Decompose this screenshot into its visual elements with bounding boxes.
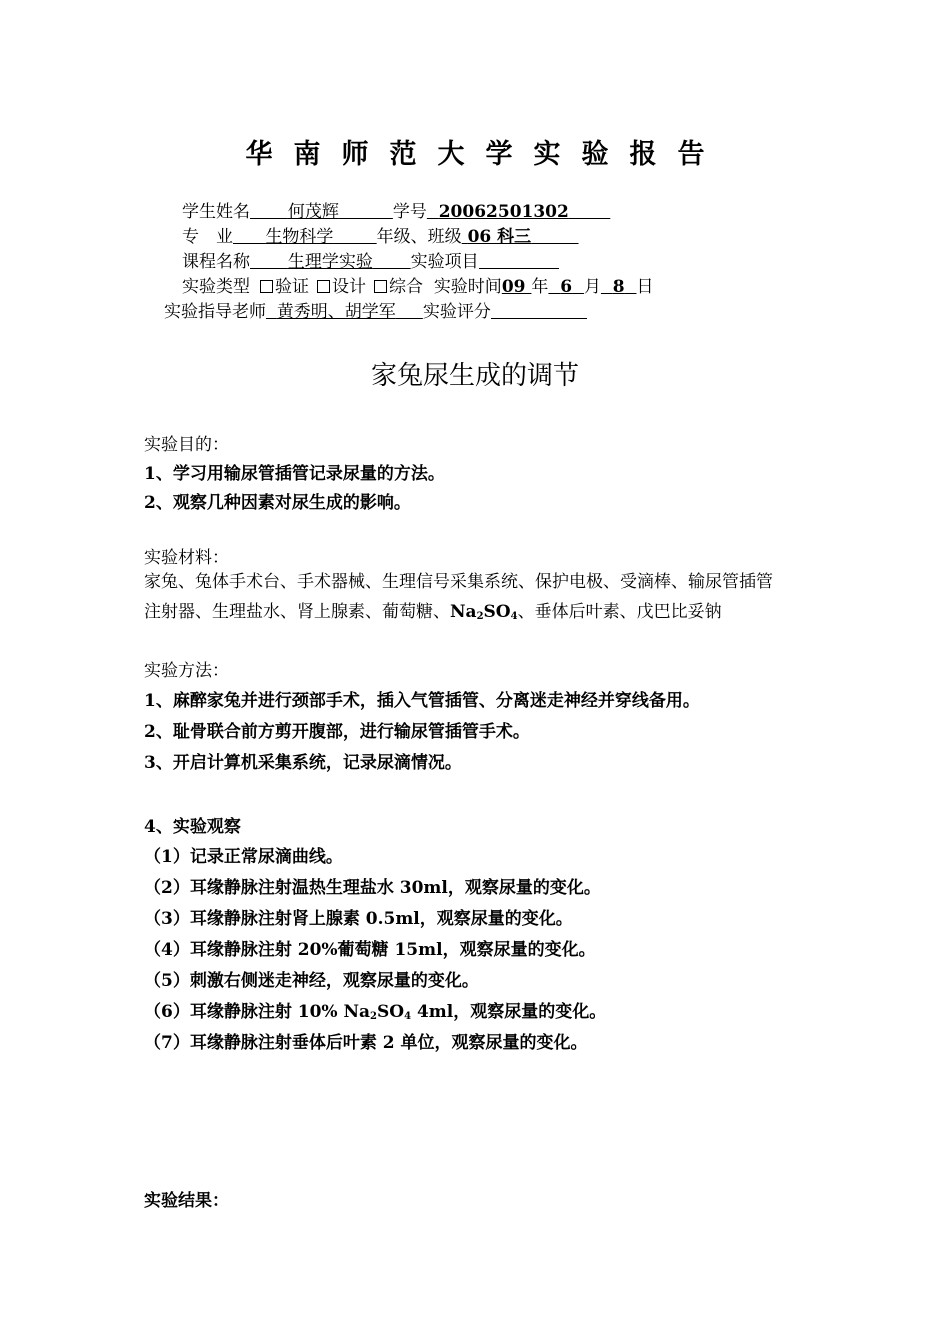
student-name-label: 学生姓名 bbox=[182, 202, 250, 222]
info-row-teacher bbox=[164, 300, 587, 324]
month-unit: 月 bbox=[583, 277, 601, 297]
method-item-3: 3、开启计算机采集系统，记录尿滴情况。 bbox=[144, 753, 462, 773]
materials-heading: 实验材料： bbox=[144, 548, 229, 568]
info-row-student bbox=[182, 200, 610, 224]
purpose-item-2: 2、观察几种因素对尿生成的影响。 bbox=[144, 493, 411, 513]
course-value: 生理学实验 bbox=[287, 252, 373, 272]
major-value: 生物科学 bbox=[265, 227, 334, 247]
observation-heading: 4、实验观察 bbox=[144, 817, 241, 837]
observation-item-2: （2）耳缘静脉注射温热生理盐水 30ml，观察尿量的变化。 bbox=[144, 878, 601, 898]
observation-item-3: （3）耳缘静脉注射肾上腺素 0.5ml，观察尿量的变化。 bbox=[144, 909, 573, 929]
teacher-value: 黄秀明、胡学军 bbox=[276, 302, 396, 322]
type-label: 实验类型 bbox=[182, 277, 250, 297]
observation-item-6: （6）耳缘静脉注射 10% $Na_2SO_4$ 4ml，观察尿量的变化。 bbox=[144, 1002, 607, 1022]
type-option-design: 设计 bbox=[332, 277, 366, 297]
student-id-value: 20062501302 bbox=[438, 202, 569, 222]
purpose-heading: 实验目的： bbox=[144, 435, 229, 455]
document-title: 华南师范大学实验报告 bbox=[245, 139, 726, 170]
teacher-label: 实验指导老师 bbox=[164, 302, 266, 322]
student-name-value: 何茂辉 bbox=[287, 202, 339, 222]
time-day: 8 bbox=[612, 277, 625, 297]
materials-line-1: 家兔、兔体手术台、手术器械、生理信号采集系统、保护电极、受滴棒、输尿管插管 bbox=[144, 572, 773, 592]
observation-item-7: （7）耳缘静脉注射垂体后叶素 2 单位，观察尿量的变化。 bbox=[144, 1033, 588, 1053]
checkbox-design[interactable] bbox=[317, 280, 330, 293]
project-blank bbox=[479, 250, 559, 269]
major-label: 专 业 bbox=[182, 227, 233, 247]
grade-class-label: 年级、班级 bbox=[376, 227, 462, 247]
info-row-major bbox=[182, 225, 579, 249]
type-option-verify: 验证 bbox=[275, 277, 309, 297]
checkbox-verify[interactable] bbox=[260, 280, 273, 293]
time-label: 实验时间 bbox=[433, 277, 502, 297]
score-label: 实验评分 bbox=[422, 302, 491, 322]
method-item-1: 1、麻醉家兔并进行颈部手术，插入气管插管、分离迷走神经并穿线备用。 bbox=[144, 691, 700, 711]
time-year: 09 bbox=[501, 277, 526, 297]
observation-item-5: （5）刺激右侧迷走神经，观察尿量的变化。 bbox=[144, 971, 479, 991]
course-label: 课程名称 bbox=[182, 252, 250, 272]
project-label: 实验项目 bbox=[410, 252, 479, 272]
checkbox-comprehensive[interactable] bbox=[374, 280, 387, 293]
score-blank bbox=[491, 300, 587, 319]
info-row-type-time bbox=[182, 275, 653, 299]
observation-item-4: （4）耳缘静脉注射 20%葡萄糖 15ml，观察尿量的变化。 bbox=[144, 940, 596, 960]
result-heading: 实验结果： bbox=[144, 1191, 229, 1211]
report-title: 家兔尿生成的调节 bbox=[370, 361, 579, 391]
student-id-label: 学号 bbox=[392, 202, 427, 222]
type-option-comprehensive: 综合 bbox=[389, 277, 423, 297]
method-heading: 实验方法： bbox=[144, 661, 229, 681]
info-row-course bbox=[182, 250, 559, 274]
purpose-item-1: 1、学习用输尿管插管记录尿量的方法。 bbox=[144, 464, 445, 484]
method-item-2: 2、耻骨联合前方剪开腹部，进行输尿管插管手术。 bbox=[144, 722, 530, 742]
day-unit: 日 bbox=[636, 277, 654, 297]
materials-line-2: 注射器、生理盐水、肾上腺素、葡萄糖、$Na_2SO_4$、垂体后叶素、戊巴比妥钠 bbox=[144, 602, 722, 622]
time-month: 6 bbox=[560, 277, 573, 297]
observation-item-1: （1）记录正常尿滴曲线。 bbox=[144, 847, 343, 867]
grade-class-value: 06 科三 bbox=[467, 227, 532, 247]
year-unit: 年 bbox=[531, 277, 549, 297]
